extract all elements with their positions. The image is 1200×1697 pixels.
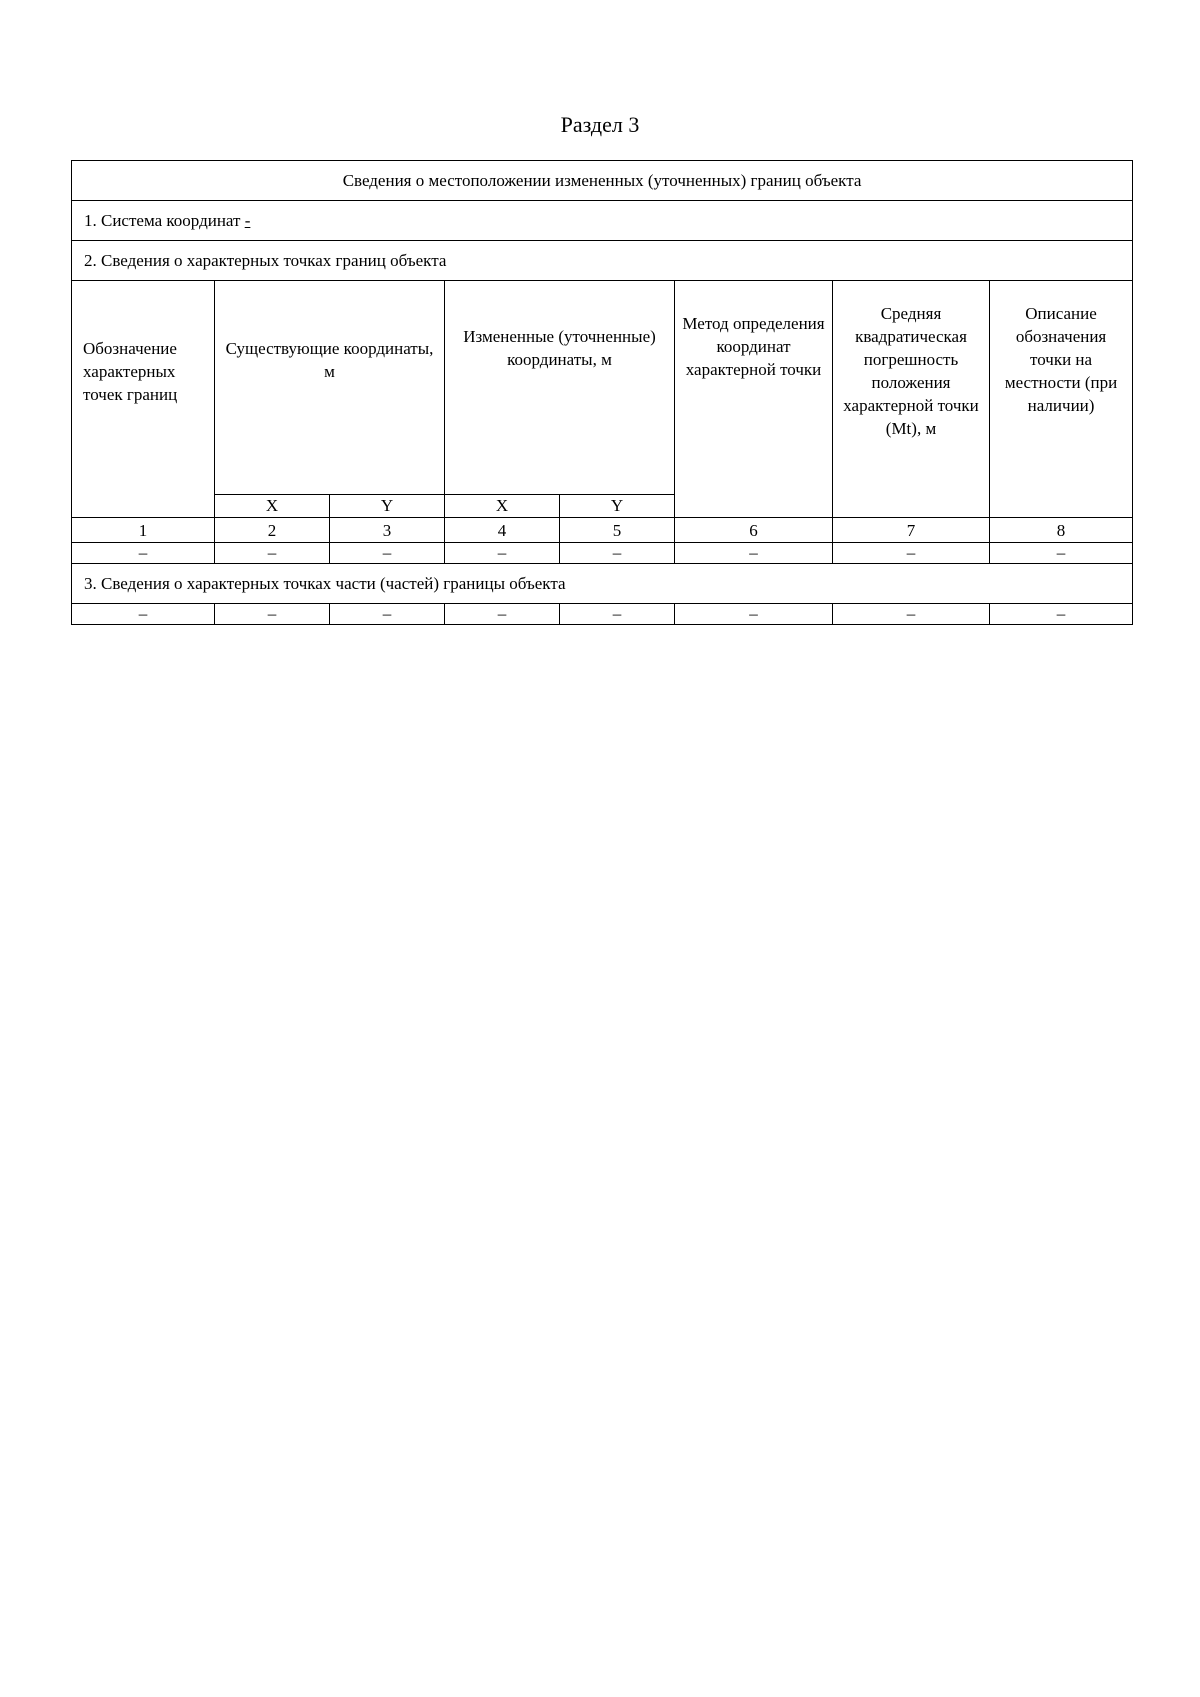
- coord-system-cell: [72, 201, 1133, 241]
- points-section-label: 2. Сведения о характерных точках границ объекта: [72, 241, 1133, 281]
- header-mse: Средняя квадратическая погрешность положения характерной точки (Mt), м: [833, 281, 990, 518]
- column-number: 7: [833, 518, 990, 543]
- table-cell: –: [560, 604, 675, 625]
- table-cell: –: [675, 604, 833, 625]
- column-number: 3: [330, 518, 445, 543]
- part-points-section-label: 3. Сведения о характерных точках части (частей) границы объекта: [72, 564, 1133, 604]
- table-cell: –: [833, 543, 990, 564]
- table-cell: –: [445, 543, 560, 564]
- table-cell: –: [330, 543, 445, 564]
- table-row: [72, 543, 1133, 564]
- table-row: [72, 604, 1133, 625]
- table-cell: –: [215, 604, 330, 625]
- coord-system-value: -: [244, 211, 251, 230]
- table-title: Сведения о местоположении измененных (уточненных) границ объекта: [72, 161, 1133, 201]
- table-cell: –: [560, 543, 675, 564]
- table-cell: –: [990, 543, 1133, 564]
- table-cell: –: [445, 604, 560, 625]
- part-points-section-row: [72, 564, 1133, 604]
- header-designation: Обозначение характерных точек границ: [72, 281, 215, 518]
- column-number: 1: [72, 518, 215, 543]
- column-numbers-row: [72, 518, 1133, 543]
- header-method: Метод определения координат характерной точки: [675, 281, 833, 518]
- column-number: 8: [990, 518, 1133, 543]
- table-cell: –: [215, 543, 330, 564]
- table-cell: –: [72, 604, 215, 625]
- column-number: 5: [560, 518, 675, 543]
- header-description: Описание обозначения точки на местности (при наличии): [990, 281, 1133, 518]
- header-existing-coords: Существующие координаты, м: [215, 281, 445, 495]
- column-number: 4: [445, 518, 560, 543]
- table-cell: –: [675, 543, 833, 564]
- column-number: 2: [215, 518, 330, 543]
- table-cell: –: [330, 604, 445, 625]
- header-changed-coords: Измененные (уточненные) координаты, м: [445, 281, 675, 495]
- header-row: [72, 281, 1133, 495]
- header-existing-y: Y: [330, 495, 445, 518]
- table-title-row: [72, 161, 1133, 201]
- header-changed-x: X: [445, 495, 560, 518]
- column-number: 6: [675, 518, 833, 543]
- section-title: Раздел 3: [560, 112, 640, 137]
- points-section-row: [72, 241, 1133, 281]
- header-existing-x: X: [215, 495, 330, 518]
- table-cell: –: [990, 604, 1133, 625]
- table-cell: –: [72, 543, 215, 564]
- coord-system-label: 1. Система координат: [84, 211, 241, 230]
- coord-system-row: [72, 201, 1133, 241]
- boundary-points-table: [71, 160, 1133, 625]
- header-changed-y: Y: [560, 495, 675, 518]
- table-cell: –: [833, 604, 990, 625]
